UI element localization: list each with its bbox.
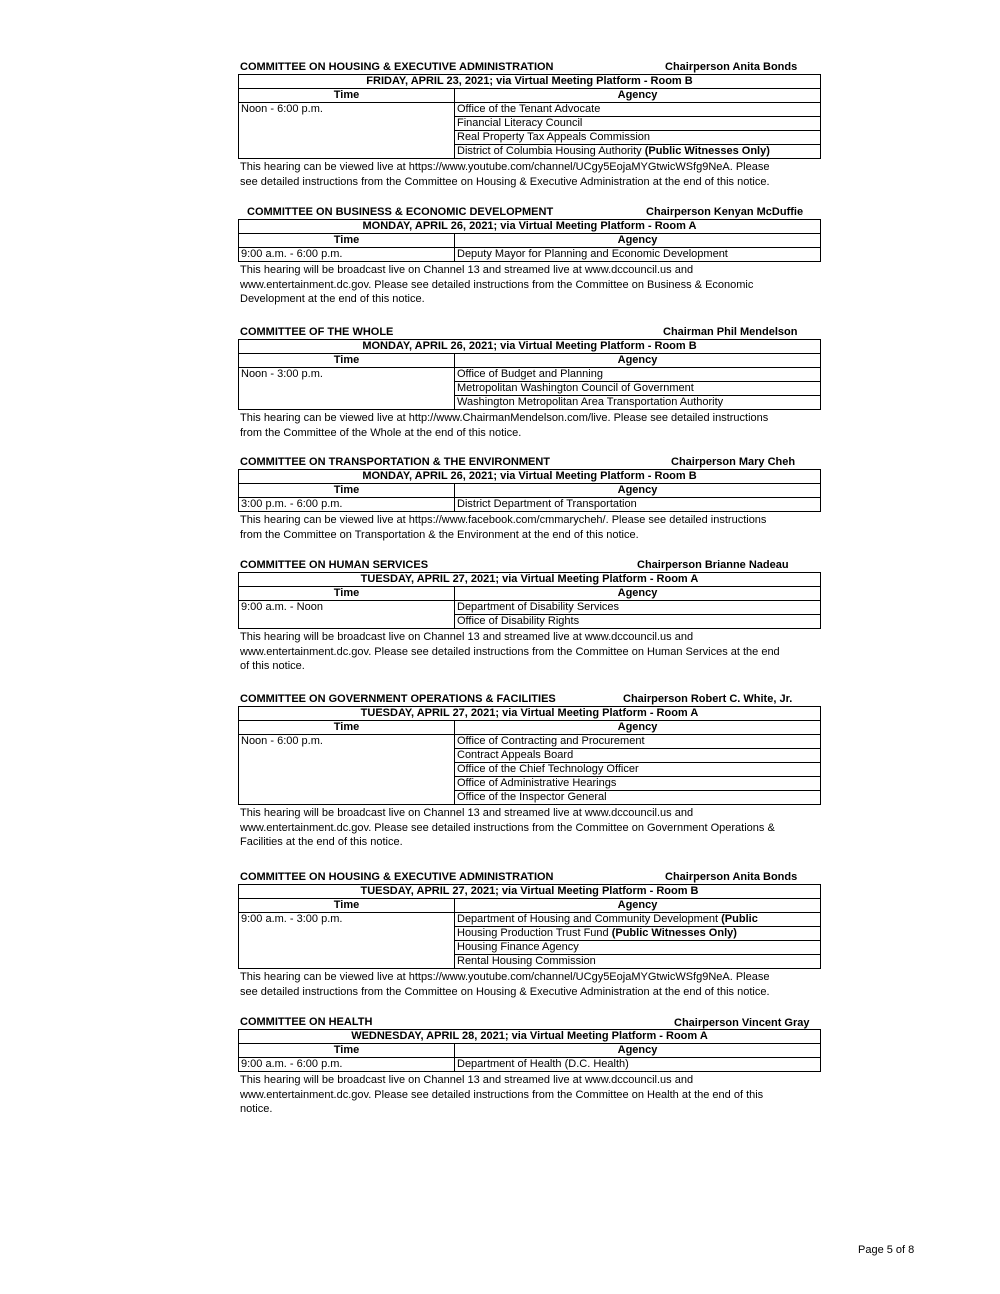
time-cell: Noon - 6:00 p.m.	[239, 735, 455, 805]
agency-cell: District Department of Transportation	[455, 498, 821, 512]
chairperson-name: Chairperson Robert C. White, Jr.	[623, 693, 793, 705]
hearing-notice: This hearing can be viewed live at https://www.youtube.com/channel/UCgy5EojaMYGtwicWSfg9NeA. Please see detailed instructions from the Committee on Housing & Executive Administration at the end of this notice.	[240, 161, 770, 188]
hearing-notice: This hearing can be viewed live at https://www.youtube.com/channel/UCgy5EojaMYGtwicWSfg9NeA. Please see detailed instructions from the Committee on Housing & Executive Administration at the end of this notice.	[240, 971, 770, 998]
hearing-table	[238, 339, 821, 410]
section-header	[238, 558, 821, 572]
time-header: Time	[239, 89, 455, 103]
hearing-section	[238, 205, 821, 307]
hearing-table	[238, 219, 821, 262]
hearing-date: FRIDAY, APRIL 23, 2021; via Virtual Meeting Platform - Room B	[239, 75, 821, 89]
chairperson-name: Chairperson Kenyan McDuffie	[646, 206, 804, 218]
hearing-table	[238, 469, 821, 512]
chairperson-name: Chairperson Anita Bonds	[665, 61, 798, 73]
agency-cell: Department of Disability Services	[455, 601, 821, 615]
hearing-notice: This hearing will be broadcast live on Channel 13 and streamed live at www.dccouncil.us and www.entertainment.dc.gov. Please see detailed instructions from the Committee on Government Operations & Facilities at the end of this notice.	[240, 807, 775, 848]
committee-name: COMMITTEE ON BUSINESS & ECONOMIC DEVELOPMENT	[247, 206, 554, 218]
time-cell: Noon - 6:00 p.m.	[239, 103, 455, 159]
agency-cell: Real Property Tax Appeals Commission	[455, 131, 821, 145]
time-cell: 3:00 p.m. - 6:00 p.m.	[239, 498, 455, 512]
time-header: Time	[239, 354, 455, 368]
committee-name: COMMITTEE ON HOUSING & EXECUTIVE ADMINISTRATION	[240, 61, 554, 73]
hearing-section	[238, 558, 821, 674]
agency-cell: Office of the Chief Technology Officer	[455, 763, 821, 777]
agency-cell: Office of Budget and Planning	[455, 368, 821, 382]
committee-name: COMMITTEE OF THE WHOLE	[240, 326, 394, 338]
hearing-table	[238, 572, 821, 629]
time-cell: 9:00 a.m. - 3:00 p.m.	[239, 913, 455, 969]
agency-cell: Contract Appeals Board	[455, 749, 821, 763]
time-cell: 9:00 a.m. - 6:00 p.m.	[239, 1058, 455, 1072]
agency-cell: Housing Finance Agency	[455, 941, 821, 955]
agency-cell: Metropolitan Washington Council of Government	[455, 382, 821, 396]
hearing-date: TUESDAY, APRIL 27, 2021; via Virtual Meeting Platform - Room A	[239, 573, 821, 587]
agency-cell: Office of Disability Rights	[455, 615, 821, 629]
chairperson-name: Chairperson Vincent Gray	[674, 1017, 810, 1029]
time-cell: 9:00 a.m. - 6:00 p.m.	[239, 248, 455, 262]
hearing-notice: This hearing will be broadcast live on Channel 13 and streamed live at www.dccouncil.us and www.entertainment.dc.gov. Please see detailed instructions from the Committee on Human Services at the end of this notice.	[240, 631, 780, 672]
hearing-date: WEDNESDAY, APRIL 28, 2021; via Virtual Meeting Platform - Room A	[239, 1030, 821, 1044]
chairperson-name: Chairperson Anita Bonds	[665, 871, 798, 883]
hearing-notice: This hearing can be viewed live at https://www.facebook.com/cmmarycheh/. Please see detailed instructions from the Committee on Transportation & the Environment at the end of this notice.	[240, 514, 767, 541]
hearing-section	[238, 325, 821, 440]
hearing-table	[238, 1029, 821, 1072]
hearing-date: MONDAY, APRIL 26, 2021; via Virtual Meeting Platform - Room B	[239, 340, 821, 354]
hearing-section	[238, 60, 821, 189]
agency-cell: Office of Contracting and Procurement	[455, 735, 821, 749]
hearing-notice: This hearing will be broadcast live on Channel 13 and streamed live at www.dccouncil.us and www.entertainment.dc.gov. Please see detailed instructions from the Committee on Business & Economic Development at the end of this notice.	[240, 264, 754, 305]
hearing-section	[238, 692, 821, 850]
agency-header: Agency	[455, 484, 821, 498]
section-header	[238, 1015, 821, 1029]
section-header	[238, 325, 821, 339]
agency-header: Agency	[455, 354, 821, 368]
hearing-date: MONDAY, APRIL 26, 2021; via Virtual Meeting Platform - Room A	[239, 220, 821, 234]
section-header	[238, 60, 821, 74]
hearing-table	[238, 884, 821, 969]
agency-cell: Office of the Inspector General	[455, 791, 821, 805]
hearing-date: MONDAY, APRIL 26, 2021; via Virtual Meeting Platform - Room B	[239, 470, 821, 484]
hearing-section	[238, 455, 821, 542]
agency-cell: Rental Housing Commission	[455, 955, 821, 969]
hearing-table	[238, 706, 821, 805]
hearing-table	[238, 74, 821, 159]
agency-cell: Department of Housing and Community Development (Public	[455, 913, 821, 927]
agency-cell: Deputy Mayor for Planning and Economic Development	[455, 248, 821, 262]
agency-cell: Housing Production Trust Fund (Public Witnesses Only)	[455, 927, 821, 941]
agency-cell: Financial Literacy Council	[455, 117, 821, 131]
time-cell: Noon - 3:00 p.m.	[239, 368, 455, 410]
time-header: Time	[239, 1044, 455, 1058]
agency-header: Agency	[455, 899, 821, 913]
hearing-section	[238, 1015, 821, 1117]
agency-cell: Washington Metropolitan Area Transportation Authority	[455, 396, 821, 410]
time-header: Time	[239, 721, 455, 735]
hearing-date: TUESDAY, APRIL 27, 2021; via Virtual Meeting Platform - Room A	[239, 707, 821, 721]
committee-name: COMMITTEE ON HEALTH	[240, 1016, 373, 1028]
hearing-date: TUESDAY, APRIL 27, 2021; via Virtual Meeting Platform - Room B	[239, 885, 821, 899]
page-number: Page 5 of 8	[858, 1244, 915, 1256]
chairperson-name: Chairperson Mary Cheh	[671, 456, 796, 468]
agency-cell: Office of the Tenant Advocate	[455, 103, 821, 117]
committee-name: COMMITTEE ON TRANSPORTATION & THE ENVIRONMENT	[240, 456, 551, 468]
chairperson-name: Chairman Phil Mendelson	[663, 326, 798, 338]
time-header: Time	[239, 484, 455, 498]
agency-header: Agency	[455, 721, 821, 735]
time-cell: 9:00 a.m. - Noon	[239, 601, 455, 629]
hearing-notice: This hearing will be broadcast live on Channel 13 and streamed live at www.dccouncil.us and www.entertainment.dc.gov. Please see detailed instructions from the Committee on Health at the end of this notice.	[240, 1074, 764, 1115]
section-header	[238, 692, 821, 706]
time-header: Time	[239, 899, 455, 913]
agency-header: Agency	[455, 89, 821, 103]
agency-cell: Department of Health (D.C. Health)	[455, 1058, 821, 1072]
committee-name: COMMITTEE ON HUMAN SERVICES	[240, 559, 429, 571]
section-header	[238, 455, 821, 469]
agency-header: Agency	[455, 587, 821, 601]
agency-cell: Office of Administrative Hearings	[455, 777, 821, 791]
committee-name: COMMITTEE ON GOVERNMENT OPERATIONS & FACILITIES	[240, 693, 556, 705]
hearing-section	[238, 870, 821, 999]
hearing-notice: This hearing can be viewed live at http://www.ChairmanMendelson.com/live. Please see detailed instructions from the Committee of the Whole at the end of this notice.	[240, 412, 769, 439]
agency-header: Agency	[455, 234, 821, 248]
time-header: Time	[239, 234, 455, 248]
time-header: Time	[239, 587, 455, 601]
chairperson-name: Chairperson Brianne Nadeau	[637, 559, 789, 571]
agency-cell: District of Columbia Housing Authority (Public Witnesses Only)	[455, 145, 821, 159]
committee-name: COMMITTEE ON HOUSING & EXECUTIVE ADMINISTRATION	[240, 871, 554, 883]
section-header	[238, 205, 821, 219]
agency-header: Agency	[455, 1044, 821, 1058]
section-header	[238, 870, 821, 884]
